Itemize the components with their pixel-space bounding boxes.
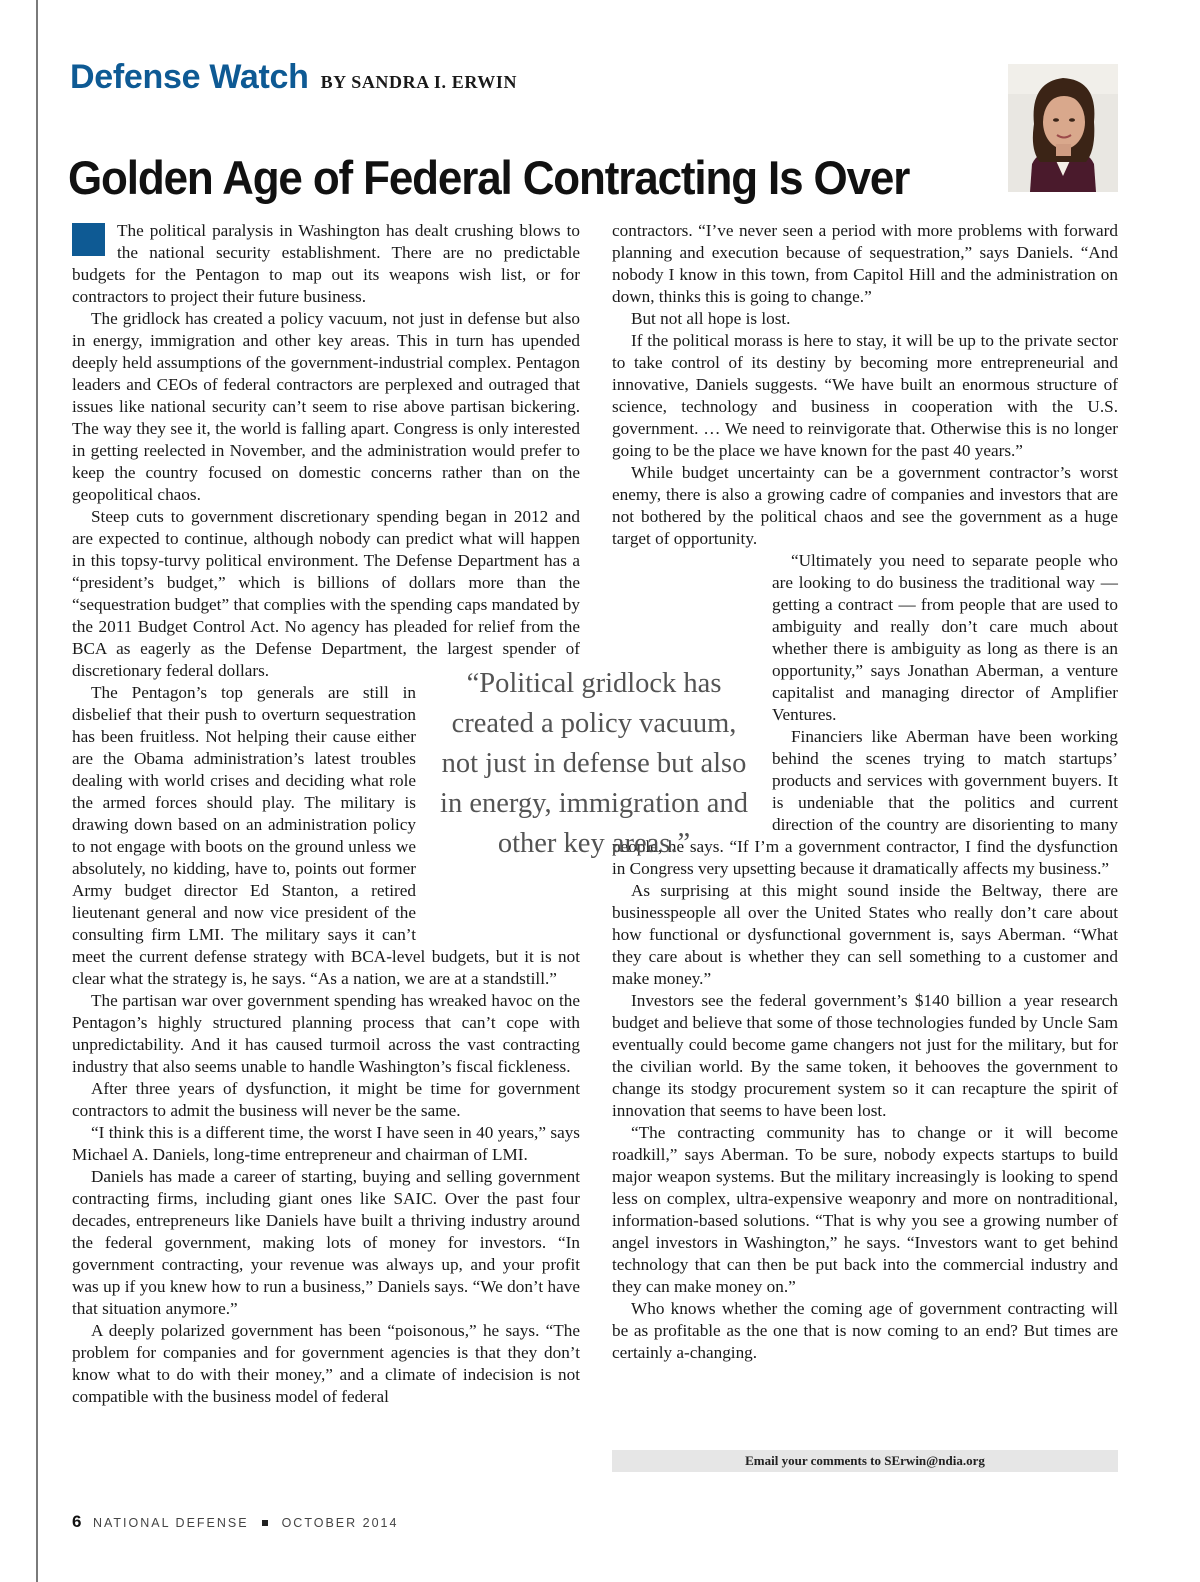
paragraph: contractors. “I’ve never seen a period with more problems with forward planning and execution because of sequestration,” says Daniels. “And nobody I know in this town, from Capitol Hill and the administration on down, thinks this is going to change.”: [612, 221, 1118, 306]
page-footer: [72, 1512, 398, 1532]
paragraph: As surprising at this might sound inside the Beltway, there are businesspeople all over the United States who really don’t care about how functional or dysfunctional government is, says Aberman. “What they care about is whether they can sell something to a customer and make money.”: [612, 881, 1118, 988]
article-headline: Golden Age of Federal Contracting Is Over: [68, 151, 910, 204]
author-byline: BY SANDRA I. ERWIN: [320, 72, 518, 92]
paragraph: Financiers like Aberman have been working behind the scenes trying to match startups’ products and services with government buyers. It is undeniable that the politics and current direction of the country are disorienting to many people, he says. “If I’m a government contractor, I find the dysfunction in Congress very upsetting because it dramatically affects my business.”: [612, 727, 1118, 878]
paragraph: But not all hope is lost.: [631, 309, 791, 328]
paragraph: “I think this is a different time, the worst I have seen in 40 years,” says Michael A. Daniels, long-time entrepreneur and chairman of LMI.: [72, 1123, 580, 1164]
footer-separator-square: [262, 1520, 268, 1526]
drop-cap-square: [72, 223, 105, 256]
paragraph: Steep cuts to government discretionary spending began in 2012 and are expected to continue, although nobody can predict what will happen in this topsy-turvy political environment. The Defense Department has a “president’s budget,” which is billions of dollars more than the “sequestration budget” that complies with the spending caps mandated by the 2011 Budget Control Act. No agency has pleaded for relief from the BCA as eagerly as the Defense Department, the largest spender of discretionary federal dollars.: [72, 507, 580, 680]
paragraph: Investors see the federal government’s $140 billion a year research budget and believe that some of those technologies funded by Uncle Sam eventually could become game changers not just for the military, but for the civilian world. By the same token, it behooves the government to change its stodgy procurement system so it can recapture the spirit of innovation that seems to have been lost.: [612, 991, 1118, 1120]
paragraph: The partisan war over government spending has wreaked havoc on the Pentagon’s highly structured planning process that can’t cope with unpredictability. And it has caused turmoil across the vast contracting industry that also seems unable to handle Washington’s fiscal fickleness.: [72, 991, 580, 1076]
issue-date: OCTOBER 2014: [281, 1516, 399, 1530]
paragraph-text: “Ultimately you need to separate people who are looking to do business the traditional way — getting a contract — from people that are used to ambiguity and really don’t care much about whether there is ambiguity as long as there is an opportunity,” says Jonathan Aberman, a venture capitalist and managing director of Amplifier Ventures.: [772, 551, 1118, 724]
email-prefix: Email your comments to: [745, 1453, 885, 1468]
paragraph: A deeply polarized government has been “poisonous,” he says. “The problem for companies and for government agencies is that they don’t know what to do with their money,” and a climate of indecision is not compatible with the business model of federal: [72, 1321, 580, 1406]
section-title: Defense Watch: [70, 58, 309, 96]
email-link[interactable]: SErwin@ndia.org: [884, 1453, 985, 1468]
paragraph: While budget uncertainty can be a government contractor’s worst enemy, there is also a growing cadre of companies and investors that are not bothered by the political chaos and see the government as a huge target of opportunity.: [612, 463, 1118, 548]
paragraph: Daniels has made a career of starting, buying and selling government contracting firms, including giant ones like SAIC. Over the past four decades, entrepreneurs like Daniels have built a thriving industry around the federal government, making lots of money for investors. “In government contracting, your revenue was always up, and your profit was up if you knew how to run a business,” Daniels says. “We don’t have that situation anymore.”: [72, 1167, 580, 1318]
paragraph: The political paralysis in Washington has dealt crushing blows to the national security establishment. There are no predictable budgets for the Pentagon to map out its weapons wish list, or for contractors to project their future business.: [72, 221, 580, 306]
paragraph: If the political morass is here to stay, it will be up to the private sector to take control of its destiny by becoming more entrepreneurial and innovative, Daniels suggests. “We have built an enormous structure of science, technology and business in cooperation with the U.S. government. … We need to reinvigorate that. Otherwise this is no longer going to be the place we have known for the past 40 years.”: [612, 331, 1118, 460]
author-portrait-icon: [1008, 64, 1118, 192]
page-edge-rule: [36, 0, 38, 1582]
paragraph-text: The Pentagon’s top generals are still in disbelief that their push to overturn sequestration has been fruitless. Not helping their cause either are the Obama administration’s latest troubles dealing with world crises and deciding what role the armed forces should play. The military is drawing down based on an administration policy to not engage with boots on the ground unless we absolutely, no kidding, have to, points out former Army budget director Ed Stanton, a retired lieutenant general and now vice president of the consulting firm LMI. The military says it can’t meet the current defense strategy with BCA-level budgets, but it is not clear what the strategy is, he says. “As a nation, we are at a standstill.”: [72, 683, 580, 988]
paragraph: “The contracting community has to change or it will become roadkill,” says Aberman. To be sure, nobody expects startups to build major weapon systems. But the military increasingly is looking to spend less on complex, ultra-expensive weaponry and more on nontraditional, information-based solutions. “That is why you see a growing number of angel investors in Washington,” he says. “Investors want to get behind technology that can then be put back into the commercial industry and they can make money on.”: [612, 1123, 1118, 1296]
paragraph: The gridlock has created a policy vacuum, not just in defense but also in energy, immigration and other key areas. This in turn has upended deeply held assumptions of the government-industrial complex. Pentagon leaders and CEOs of federal contractors are perplexed and outraged that issues like national security can’t seem to rise above partisan bickering. The way they see it, the world is falling apart. Congress is only interested in getting reelected in November, and the administration would prefer to keep the country focused on domestic concerns rather than on the geopolitical chaos.: [72, 309, 580, 504]
paragraph: Who knows whether the coming age of government contracting will be as profitable as the one that is now coming to an end? But times are certainly a-changing.: [612, 1299, 1118, 1362]
pull-quote: “Political gridlock has created a policy vacuum, not just in defense but also in energy, immigration and other key areas.”: [440, 668, 748, 859]
email-comments-bar: [612, 1450, 1118, 1472]
paragraph: After three years of dysfunction, it might be time for government contractors to admit the business will never be the same.: [72, 1079, 580, 1120]
publication-name: NATIONAL DEFENSE: [92, 1516, 249, 1530]
page-number: 6: [72, 1512, 82, 1531]
column-header: [70, 58, 517, 97]
